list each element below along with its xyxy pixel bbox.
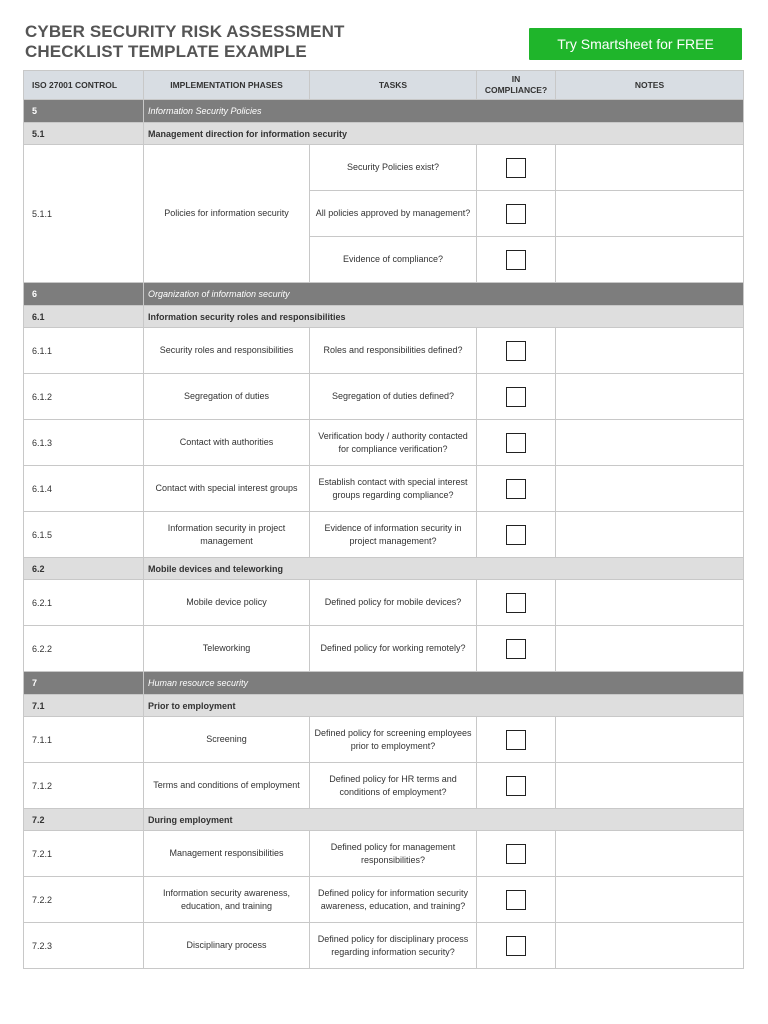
checklist-table [23,70,744,969]
notes-cell[interactable] [556,237,744,283]
subsection-id: 6.2 [24,558,144,580]
compliance-checkbox[interactable] [506,844,526,864]
subsection-id: 7.2 [24,809,144,831]
task-cell: Security Policies exist? [310,145,477,191]
notes-cell[interactable] [556,831,744,877]
phase-cell: Disciplinary process [144,923,310,969]
compliance-cell [477,626,556,672]
subsection-id: 7.1 [24,695,144,717]
control-id: 7.2.1 [24,831,144,877]
task-cell: Defined policy for HR terms and conditions of employment? [310,763,477,809]
table-row [24,145,744,191]
compliance-cell [477,374,556,420]
section-id: 5 [24,100,144,123]
phase-cell: Information security awareness, education, and training [144,877,310,923]
col-header-control: ISO 27001 CONTROL [24,71,144,100]
notes-cell[interactable] [556,466,744,512]
task-cell: Defined policy for mobile devices? [310,580,477,626]
compliance-cell [477,763,556,809]
notes-cell[interactable] [556,923,744,969]
task-cell: Establish contact with special interest groups regarding compliance? [310,466,477,512]
col-header-compliance: IN COMPLIANCE? [477,71,556,100]
subsection-id: 5.1 [24,123,144,145]
table-row [24,420,744,466]
compliance-checkbox[interactable] [506,479,526,499]
section-id: 7 [24,672,144,695]
table-row [24,512,744,558]
task-cell: Verification body / authority contacted for compliance verification? [310,420,477,466]
task-cell: All policies approved by management? [310,191,477,237]
compliance-cell [477,328,556,374]
section-row [24,283,744,306]
compliance-checkbox[interactable] [506,936,526,956]
compliance-cell [477,717,556,763]
compliance-checkbox[interactable] [506,593,526,613]
phase-cell: Contact with special interest groups [144,466,310,512]
subsection-row [24,558,744,580]
compliance-checkbox[interactable] [506,730,526,750]
try-smartsheet-button[interactable]: Try Smartsheet for FREE [529,28,742,60]
control-id: 6.2.1 [24,580,144,626]
section-title: Information Security Policies [144,100,744,123]
table-row [24,717,744,763]
notes-cell[interactable] [556,374,744,420]
page-title-line-1: CYBER SECURITY RISK ASSESSMENT [25,22,345,41]
section-row [24,672,744,695]
compliance-checkbox[interactable] [506,341,526,361]
section-title: Human resource security [144,672,744,695]
notes-cell[interactable] [556,191,744,237]
phase-cell: Security roles and responsibilities [144,328,310,374]
notes-cell[interactable] [556,763,744,809]
subsection-id: 6.1 [24,306,144,328]
col-header-notes: NOTES [556,71,744,100]
control-id: 7.1.1 [24,717,144,763]
phase-cell: Policies for information security [144,145,310,283]
col-header-phases: IMPLEMENTATION PHASES [144,71,310,100]
phase-cell: Mobile device policy [144,580,310,626]
phase-cell: Terms and conditions of employment [144,763,310,809]
subsection-row [24,809,744,831]
page-title [25,22,344,62]
section-row [24,100,744,123]
compliance-cell [477,923,556,969]
control-id: 6.1.5 [24,512,144,558]
control-id: 6.1.4 [24,466,144,512]
phase-cell: Information security in project management [144,512,310,558]
task-cell: Defined policy for working remotely? [310,626,477,672]
compliance-checkbox[interactable] [506,387,526,407]
notes-cell[interactable] [556,145,744,191]
control-id: 6.1.1 [24,328,144,374]
phase-cell: Segregation of duties [144,374,310,420]
subsection-title: Management direction for information security [144,123,744,145]
compliance-cell [477,466,556,512]
control-id: 6.1.2 [24,374,144,420]
task-cell: Defined policy for information security awareness, education, and training? [310,877,477,923]
task-cell: Defined policy for screening employees prior to employment? [310,717,477,763]
subsection-row [24,695,744,717]
subsection-title: During employment [144,809,744,831]
table-row [24,374,744,420]
compliance-checkbox[interactable] [506,890,526,910]
table-row [24,831,744,877]
section-title: Organization of information security [144,283,744,306]
compliance-checkbox[interactable] [506,433,526,453]
compliance-checkbox[interactable] [506,204,526,224]
subsection-row [24,306,744,328]
table-row [24,626,744,672]
notes-cell[interactable] [556,626,744,672]
task-cell: Defined policy for disciplinary process regarding information security? [310,923,477,969]
compliance-cell [477,877,556,923]
notes-cell[interactable] [556,580,744,626]
compliance-checkbox[interactable] [506,776,526,796]
compliance-cell [477,191,556,237]
table-row [24,466,744,512]
notes-cell[interactable] [556,420,744,466]
table-row [24,328,744,374]
subsection-title: Mobile devices and teleworking [144,558,744,580]
control-id: 6.2.2 [24,626,144,672]
task-cell: Evidence of information security in project management? [310,512,477,558]
control-id: 7.2.3 [24,923,144,969]
subsection-title: Prior to employment [144,695,744,717]
compliance-checkbox[interactable] [506,158,526,178]
table-row [24,877,744,923]
table-header-row [24,71,744,100]
compliance-checkbox[interactable] [506,250,526,270]
page-title-line-2: CHECKLIST TEMPLATE EXAMPLE [25,42,307,61]
compliance-checkbox[interactable] [506,639,526,659]
task-cell: Roles and responsibilities defined? [310,328,477,374]
compliance-cell [477,145,556,191]
table-row [24,580,744,626]
compliance-cell [477,237,556,283]
control-id: 7.1.2 [24,763,144,809]
task-cell: Evidence of compliance? [310,237,477,283]
phase-cell: Teleworking [144,626,310,672]
notes-cell[interactable] [556,512,744,558]
notes-cell[interactable] [556,717,744,763]
task-cell: Segregation of duties defined? [310,374,477,420]
notes-cell[interactable] [556,877,744,923]
subsection-row [24,123,744,145]
phase-cell: Contact with authorities [144,420,310,466]
table-row [24,923,744,969]
compliance-cell [477,420,556,466]
task-cell: Defined policy for management responsibilities? [310,831,477,877]
compliance-cell [477,512,556,558]
col-header-tasks: TASKS [310,71,477,100]
table-row [24,763,744,809]
compliance-cell [477,831,556,877]
phase-cell: Screening [144,717,310,763]
section-id: 6 [24,283,144,306]
control-id: 5.1.1 [24,145,144,283]
control-id: 7.2.2 [24,877,144,923]
notes-cell[interactable] [556,328,744,374]
control-id: 6.1.3 [24,420,144,466]
compliance-checkbox[interactable] [506,525,526,545]
phase-cell: Management responsibilities [144,831,310,877]
compliance-cell [477,580,556,626]
subsection-title: Information security roles and responsibilities [144,306,744,328]
